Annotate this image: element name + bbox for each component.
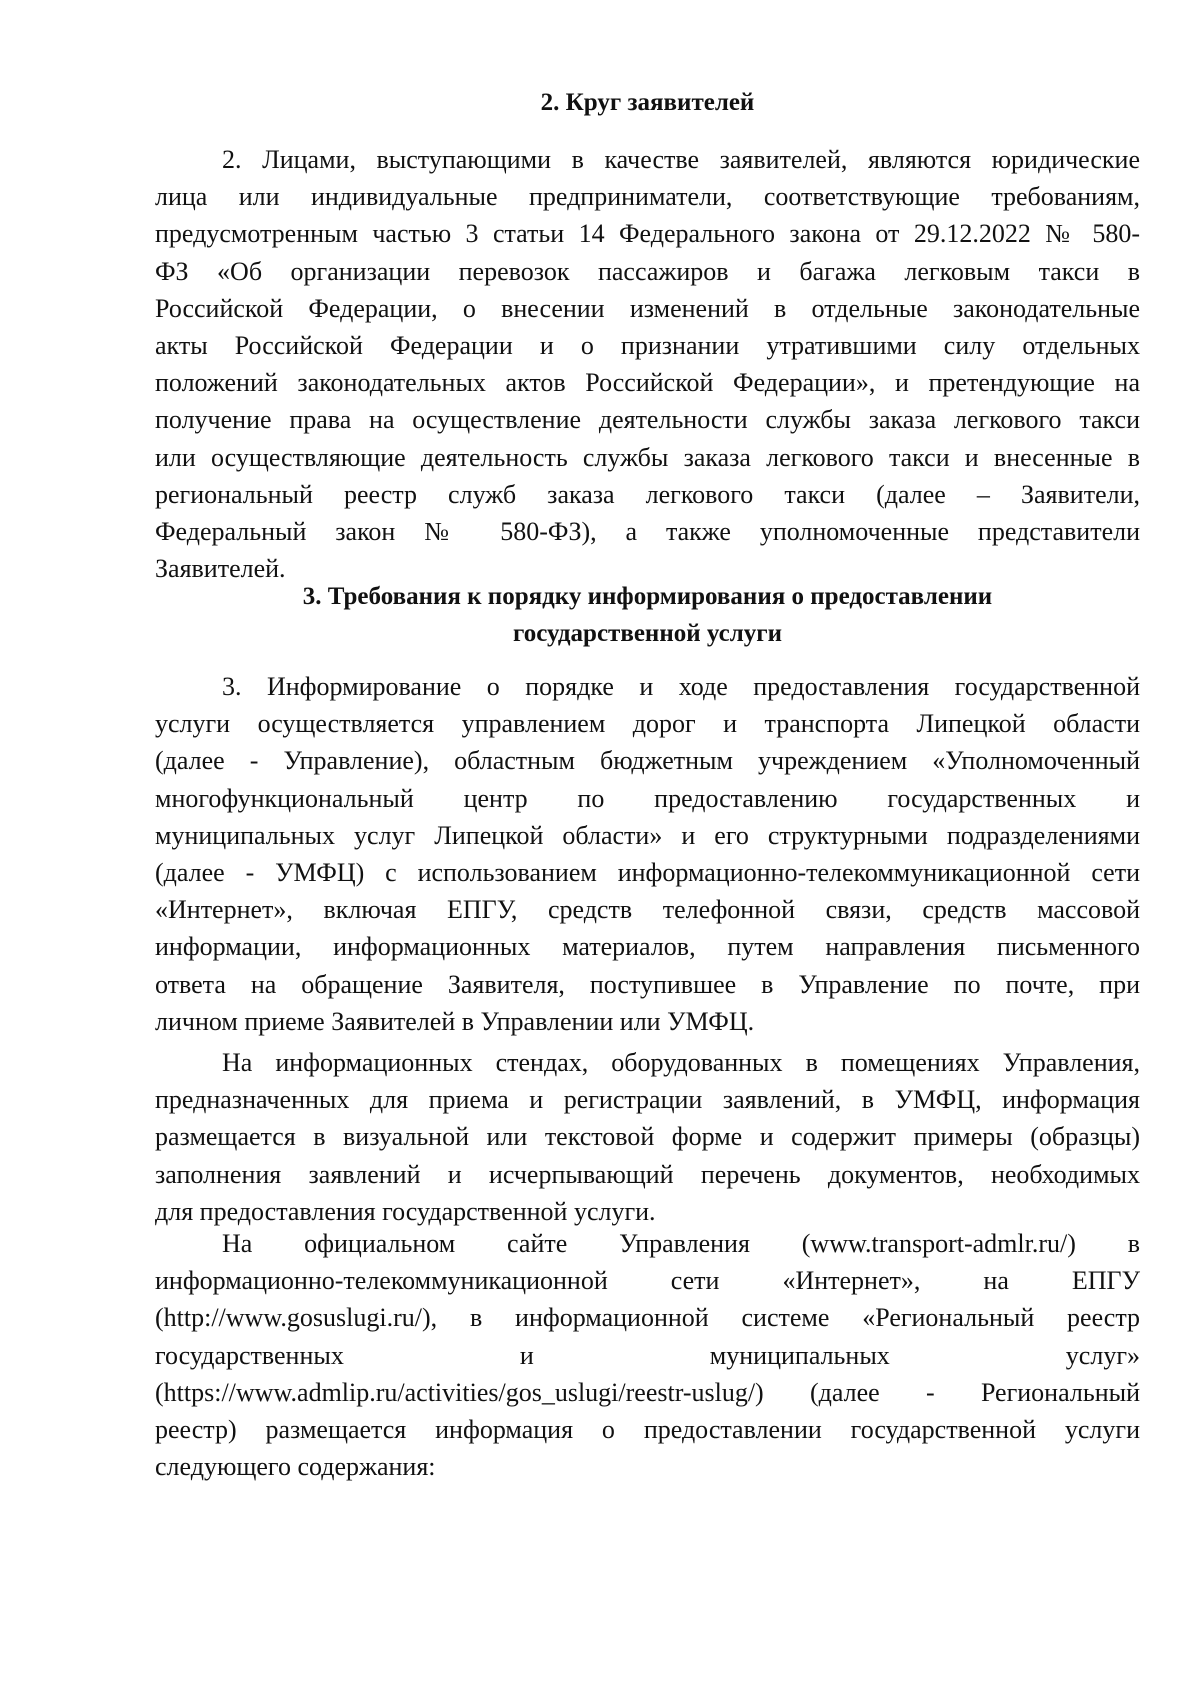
section-3-paragraph-3-text [155,1225,1140,1485]
section-3-paragraph-3-line: реестр) размещается информация о предоставлении государственной услуги [155,1415,1140,1445]
section-3-paragraph-3 [155,1225,1140,1485]
section-2-paragraph [155,141,1140,587]
section-3-paragraph-2-line: предназначенных для приема и регистрации заявлений, в УМФЦ, информация [155,1085,1140,1115]
section-3-paragraph-1-text [155,668,1140,1040]
section-2-paragraph-line: ФЗ «Об организации перевозок пассажиров и багажа легковым такси в [155,256,1140,286]
section-2-paragraph-line: региональный реестр служб заказа легкового такси (далее – Заявители, [155,479,1140,509]
section-3-paragraph-1-line: личном приеме Заявителей в Управлении или УМФЦ. [155,1006,755,1036]
section-3-paragraph-2-line: На информационных стендах, оборудованных в помещениях Управления, [222,1048,1140,1077]
section-3-paragraph-1-line: информации, информационных материалов, путем направления письменного [155,932,1140,962]
section-2-paragraph-text [155,141,1140,587]
section-3-paragraph-1-line: 3. Информирование о порядке и ходе предоставления государственной [222,672,1140,701]
section-2-paragraph-line: 2. Лицами, выступающими в качестве заявителей, являются юридические [222,145,1140,174]
section-2-paragraph-line: Российской Федерации, о внесении изменений в отдельные законодательные [155,293,1140,323]
section-3-heading [155,578,1140,652]
section-2-paragraph-line: предусмотренным частью 3 статьи 14 Федерального закона от 29.12.2022 № 580- [155,219,1140,249]
section-3-paragraph-3-line: информационно-телекоммуникационной сети «Интернет», на ЕПГУ [155,1266,1140,1296]
section-3-paragraph-3-line: (http://www.gosuslugi.ru/), в информационной системе «Региональный реестр [155,1303,1140,1333]
section-2-paragraph-line: или осуществляющие деятельность службы заказа легкового такси и внесенные в [155,442,1140,472]
section-3-heading-line-2: государственной услуги [512,620,783,647]
section-3-paragraph-1-line: (далее - УМФЦ) с использованием информационно-телекоммуникационной сети [155,858,1140,888]
section-3-paragraph-1-line: ответа на обращение Заявителя, поступившее в Управление по почте, при [155,969,1140,999]
section-3-paragraph-2-line: для предоставления государственной услуги. [155,1196,656,1226]
section-3-heading-line-1: 3. Требования к порядку информирования о предоставлении [302,583,993,610]
section-3-paragraph-2-line: размещается в визуальной или текстовой форме и содержит примеры (образцы) [155,1122,1140,1152]
section-3-paragraph-3-line: (https://www.admlip.ru/activities/gos_uslugi/reestr-uslug/) (далее - Региональный [155,1377,1140,1407]
section-3-paragraph-2-text [155,1044,1140,1230]
section-3-paragraph-3-line: следующего содержания: [155,1452,436,1482]
section-3-paragraph-1 [155,668,1140,1040]
section-3-paragraph-1-line: «Интернет», включая ЕПГУ, средств телефонной связи, средств массовой [155,895,1140,925]
section-2-paragraph-line: лица или индивидуальные предприниматели, соответствующие требованиям, [155,182,1140,212]
section-2-paragraph-line: положений законодательных актов Российской Федерации», и претендующие на [155,368,1140,398]
section-2-paragraph-line: акты Российской Федерации и о признании утратившими силу отдельных [155,331,1140,361]
section-3-paragraph-1-line: (далее - Управление), областным бюджетным учреждением «Уполномоченный [155,746,1140,776]
section-3-paragraph-1-line: муниципальных услуг Липецкой области» и его структурными подразделениями [155,820,1140,850]
section-3-paragraph-2-line: заполнения заявлений и исчерпывающий перечень документов, необходимых [155,1159,1140,1189]
section-3-paragraph-3-line: государственных и муниципальных услуг» [155,1340,1140,1370]
section-2-paragraph-line: Федеральный закон № 580-ФЗ), а также уполномоченные представители [155,517,1140,547]
section-3-paragraph-3-line: На официальном сайте Управления (www.transport-admlr.ru/) в [222,1229,1140,1258]
section-2-paragraph-line: получение права на осуществление деятельности службы заказа легкового такси [155,405,1140,435]
section-3-paragraph-1-line: услуги осуществляется управлением дорог и транспорта Липецкой области [155,709,1140,739]
section-2-heading [155,84,1140,121]
section-2-paragraph-line: Заявителей. [155,554,286,584]
section-3-paragraph-2 [155,1044,1140,1230]
section-2-heading-text: 2. Круг заявителей [540,89,755,116]
section-3-paragraph-1-line: многофункциональный центр по предоставлению государственных и [155,783,1140,813]
